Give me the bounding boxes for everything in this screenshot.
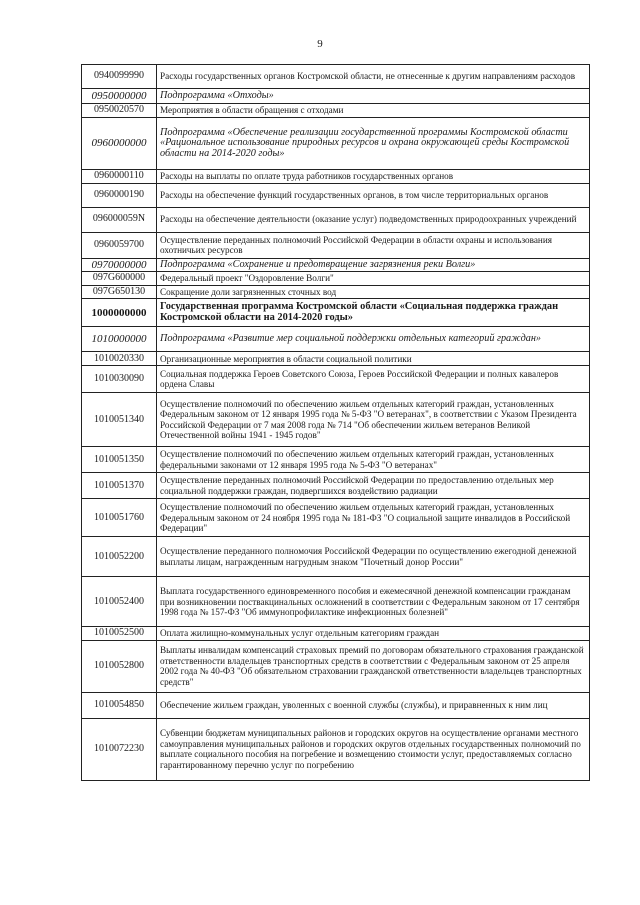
expenditure-description: Организационные мероприятия в области социальной политики: [157, 352, 590, 366]
classification-code: 1010051370: [82, 473, 157, 499]
expenditure-description: Федеральный проект "Оздоровление Волги": [157, 272, 590, 286]
table-row: [82, 718, 590, 780]
table-row: [82, 692, 590, 718]
expenditure-description: Подпрограмма «Сохранение и предотвращение загрязнения реки Волги»: [157, 258, 590, 272]
classification-code: 1010052800: [82, 640, 157, 692]
table-row: [82, 627, 590, 641]
classification-code: 0960000000: [82, 118, 157, 170]
classification-code: 1010052500: [82, 627, 157, 641]
expenditure-description: Подпрограмма «Отходы»: [157, 89, 590, 104]
classification-code: 1010052400: [82, 577, 157, 627]
page-number: 9: [317, 38, 323, 50]
classification-code: 1010054850: [82, 692, 157, 718]
expenditure-description: Расходы на обеспечение функций государственных органов, в том числе территориальных органов: [157, 183, 590, 207]
table-row: [82, 104, 590, 118]
classification-code: 0960059700: [82, 232, 157, 258]
expenditure-description: Расходы государственных органов Костромской области, не отнесенные к другим направлениям расходов: [157, 65, 590, 89]
classification-code: 1010030090: [82, 366, 157, 393]
table-row: [82, 577, 590, 627]
classification-code: 1010051340: [82, 393, 157, 447]
expenditure-description: Расходы на обеспечение деятельности (оказание услуг) подведомственных природоохранных учреждений: [157, 207, 590, 232]
table-row: [82, 393, 590, 447]
table-row: [82, 272, 590, 286]
table-row: [82, 366, 590, 393]
expenditure-description: Выплата государственного единовременного пособия и ежемесячной денежной компенсации гражданам при возникновении поствакцинальных осложнений в соответствии с Федеральным законом от 17 сентября 1998 года № 157-ФЗ "Об иммунопрофилактике инфекционных болезней": [157, 577, 590, 627]
classification-code: 1010051760: [82, 499, 157, 537]
classification-code: 1010020330: [82, 352, 157, 366]
classification-code: 1010052200: [82, 537, 157, 577]
classification-code: 0970000000: [82, 258, 157, 272]
expenditure-description: Осуществление полномочий по обеспечению жильем отдельных категорий граждан, установленных Федеральным законом от 24 ноября 1995 года № 181-ФЗ "О социальной защите инвалидов в Российской Федерации": [157, 499, 590, 537]
budget-classification-table: [81, 64, 590, 781]
classification-code: 1010072230: [82, 718, 157, 780]
classification-code: 1010000000: [82, 327, 157, 352]
expenditure-description: Осуществление переданных полномочий Российской Федерации в области охраны и использования охотничьих ресурсов: [157, 232, 590, 258]
table-row: [82, 299, 590, 327]
table-row: [82, 232, 590, 258]
table-row: [82, 65, 590, 89]
table-row: [82, 207, 590, 232]
table-row: [82, 537, 590, 577]
table-row: [82, 170, 590, 184]
table-row: [82, 285, 590, 299]
table-row: [82, 327, 590, 352]
table-row: [82, 640, 590, 692]
classification-code: 1010051350: [82, 447, 157, 473]
expenditure-description: Осуществление полномочий по обеспечению жильем отдельных категорий граждан, установленных Федеральным законом от 12 января 1995 года № 5-ФЗ "О ветеранах", в соответствии с Указом Президента Российской Федерации от 7 мая 2008 года № 714 "Об обеспечении жильем ветеранов Великой Отечественной войны 1941 - 1945 годов": [157, 393, 590, 447]
classification-code: 097G600000: [82, 272, 157, 286]
expenditure-description: Выплаты инвалидам компенсаций страховых премий по договорам обязательного страхования гражданской ответственности владельцев транспортных средств в соответствии с Федеральным законом от 25 апреля 2002 года № 40-ФЗ "Об обязательном страховании гражданской ответственности владельцев транспортных средств": [157, 640, 590, 692]
classification-code: 0950020570: [82, 104, 157, 118]
classification-code: 0960000190: [82, 183, 157, 207]
classification-code: 096000059N: [82, 207, 157, 232]
table-row: [82, 183, 590, 207]
expenditure-description: Сокращение доли загрязненных сточных вод: [157, 285, 590, 299]
table-row: [82, 352, 590, 366]
table-row: [82, 447, 590, 473]
expenditure-description: Осуществление полномочий по обеспечению жильем отдельных категорий граждан, установленных федеральными законами от 12 января 1995 года № 5-ФЗ "О ветеранах": [157, 447, 590, 473]
expenditure-description: Социальная поддержка Героев Советского Союза, Героев Российской Федерации и полных кавалеров ордена Славы: [157, 366, 590, 393]
classification-code: 0960000110: [82, 170, 157, 184]
expenditure-description: Оплата жилищно-коммунальных услуг отдельным категориям граждан: [157, 627, 590, 641]
classification-code: 0940099990: [82, 65, 157, 89]
classification-code: 0950000000: [82, 89, 157, 104]
expenditure-description: Осуществление переданного полномочия Российской Федерации по осуществлению ежегодной денежной выплаты лицам, награжденным нагрудным знаком "Почетный донор России": [157, 537, 590, 577]
table-row: [82, 118, 590, 170]
expenditure-description: Подпрограмма «Обеспечение реализации государственной программы Костромской области «Рациональное использование природных ресурсов и охрана окружающей среды Костромской области на 2014-2020 годы»: [157, 118, 590, 170]
expenditure-description: Обеспечение жильем граждан, уволенных с военной службы (службы), и приравненных к ним лиц: [157, 692, 590, 718]
expenditure-description: Субвенции бюджетам муниципальных районов и городских округов на осуществление органами местного самоуправления муниципальных районов и городских округов отдельных государственных полномочий по выплате социального пособия на погребение и возмещению стоимости услуг, предоставляемых согласно гарантированному перечню услуг по погребению: [157, 718, 590, 780]
table-row: [82, 499, 590, 537]
table-body: [82, 65, 590, 781]
table-row: [82, 473, 590, 499]
table-row: [82, 89, 590, 104]
classification-code: 1000000000: [82, 299, 157, 327]
expenditure-description: Подпрограмма «Развитие мер социальной поддержки отдельных категорий граждан»: [157, 327, 590, 352]
expenditure-description: Осуществление переданных полномочий Российской Федерации по предоставлению отдельных мер социальной поддержки граждан, подвергшихся воздействию радиации: [157, 473, 590, 499]
expenditure-description: Расходы на выплаты по оплате труда работников государственных органов: [157, 170, 590, 184]
expenditure-description: Государственная программа Костромской области «Социальная поддержка граждан Костромской области на 2014-2020 годы»: [157, 299, 590, 327]
classification-code: 097G650130: [82, 285, 157, 299]
table-row: [82, 258, 590, 272]
expenditure-description: Мероприятия в области обращения с отходами: [157, 104, 590, 118]
